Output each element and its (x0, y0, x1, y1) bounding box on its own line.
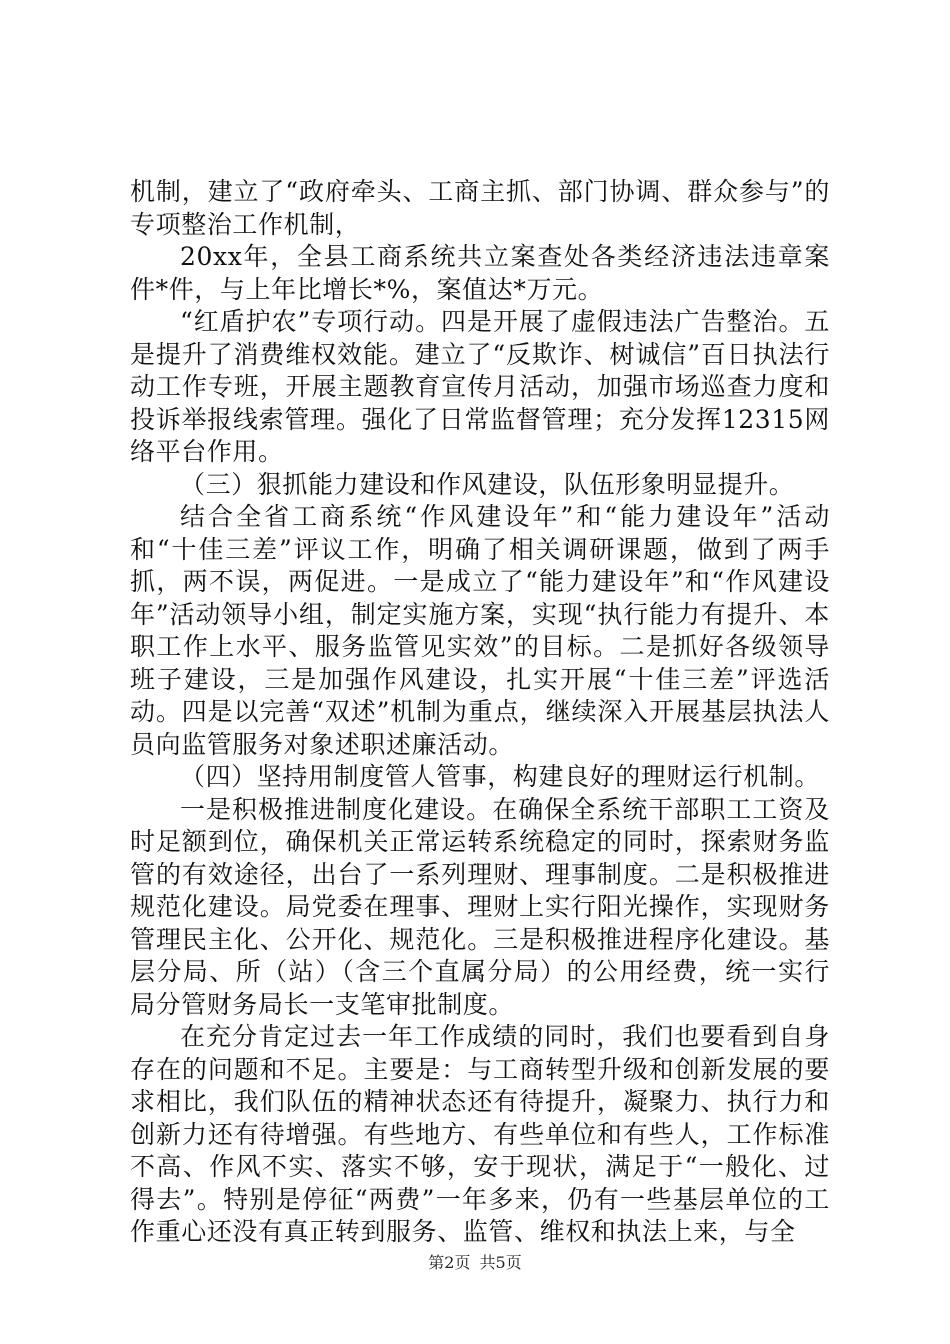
section-heading-3: （三）狠抓能力建设和作风建设，队伍形象明显提升。 (180, 469, 795, 499)
paragraph-7: 一是积极推进制度化建设。在确保全系统干部职工工资及时足额到位，确保机关正常运转系统稳定的同时，探索财务监管的有效途径，出台了一系列理财、理事制度。二是积极推进规范化建设。局党委在理事、理财上实行阳光操作，实现财务管理民主化、公开化、规范化。三是积极推进程序化建设。基层分局、所（站）（含三个直属分局）的公用经费，统一实行局分管财务局长一支笔审批制度。 (130, 794, 830, 1019)
paragraph-8: 在充分肯定过去一年工作成绩的同时，我们也要看到自身存在的问题和不足。主要是：与工商转型升级和创新发展的要求相比，我们队伍的精神状态还有待提升，凝聚力、执行力和创新力还有待增强。有些地方、有些单位和有些人，工作标准不高、作风不实、落实不够，安于现状，满足于“一般化、过得去”。特别是停征“两费”一年多来，仍有一些基层单位的工作重心还没有真正转到服务、监管、维权和执法上来，与全 (130, 1022, 830, 1246)
section-heading-4: （四）坚持用制度管人管事，构建良好的理财运行机制。 (180, 762, 821, 791)
paragraph-2: 20xx年，全县工商系统共立案查处各类经济违法违章案件*件，与上年比增长*%，案值达*万元。 (130, 242, 830, 304)
document-body (130, 176, 830, 1249)
page-number: 第2页 (428, 1253, 471, 1272)
paragraph-1: 机制，建立了“政府牵头、工商主抓、部门协调、群众参与”的专项整治工作机制， (130, 177, 830, 239)
page-footer (0, 1250, 950, 1273)
page-total: 共5页 (479, 1253, 522, 1272)
paragraph-3: “红盾护农”专项行动。四是开展了虚假违法广告整治。五是提升了消费维权效能。建立了“反欺诈、树诚信”百日执法行动工作专班，开展主题教育宣传月活动，加强市场巡查力度和投诉举报线索管理。强化了日常监督管理；充分发挥12315网络平台作用。 (130, 307, 830, 466)
paragraph-5: 结合全省工商系统“作风建设年”和“能力建设年”活动和“十佳三差”评议工作，明确了相关调研课题，做到了两手抓，两不误，两促进。一是成立了“能力建设年”和“作风建设年”活动领导小组，制定实施方案，实现“执行能力有提升、本职工作上水平、服务监管见实效”的目标。二是抓好各级领导班子建设，三是加强作风建设，扎实开展“十佳三差”评选活动。四是以完善“双述”机制为重点，继续深入开展基层执法人员向监管服务对象述职述廉活动。 (130, 502, 830, 759)
